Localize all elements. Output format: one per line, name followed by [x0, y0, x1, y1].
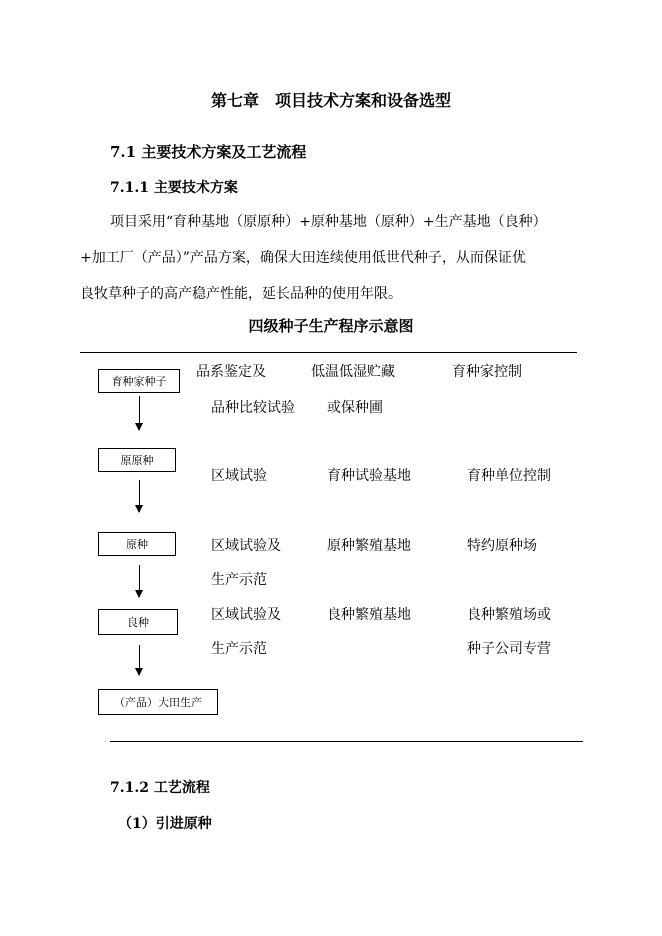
stage-box-field-production: （产品）大田生产: [98, 689, 218, 715]
diagram-bottom-rule: [110, 741, 583, 742]
paragraph-line-2: +加工厂（产品）”产品方案，确保大田连续使用低世代种子，从而保证优: [80, 250, 526, 266]
row1-col2-line2: 或保种圃: [327, 400, 383, 416]
subsection-heading-1: （1）引进原种: [118, 816, 212, 832]
section-heading-7-1: 7.1 主要技术方案及工艺流程: [110, 143, 307, 161]
row4-col2: 良种繁殖基地: [327, 607, 411, 623]
paragraph-line-1: 项目采用“育种基地（原原种）+原种基地（原种）+生产基地（良种）: [110, 214, 547, 230]
diagram-top-rule: [80, 352, 577, 353]
row1-col1-line2: 品种比较试验: [211, 400, 295, 416]
row4-col3-line2: 种子公司专营: [467, 641, 551, 657]
row4-col1-line1: 区域试验及: [211, 607, 281, 623]
row4-col1-line2: 生产示范: [211, 641, 267, 657]
row3-col1-line2: 生产示范: [211, 572, 267, 588]
section-heading-7-1-2: 7.1.2 工艺流程: [110, 780, 210, 796]
stage-box-pre-basic-seed: 原原种: [98, 448, 176, 472]
stage-box-basic-seed: 原种: [98, 532, 176, 556]
down-arrow-icon: [139, 480, 140, 512]
row2-col1: 区域试验: [211, 468, 267, 484]
stage-box-breeder-seed: 育种家种子: [98, 369, 180, 393]
paragraph-line-3: 良牧草种子的高产稳产性能，延长品种的使用年限。: [80, 286, 402, 302]
row3-col3: 特约原种场: [467, 538, 537, 554]
row3-col1-line1: 区域试验及: [211, 538, 281, 554]
row4-col3-line1: 良种繁殖场或: [467, 607, 551, 623]
row1-col2-line1: 低温低湿贮藏: [311, 364, 395, 380]
row1-col1-line1: 品系鉴定及: [196, 364, 266, 380]
chapter-title: 第七章 项目技术方案和设备选型: [210, 91, 451, 110]
section-heading-7-1-1: 7.1.1 主要技术方案: [110, 180, 238, 196]
row2-col3: 育种单位控制: [467, 468, 551, 484]
stage-box-certified-seed: 良种: [98, 609, 178, 635]
row1-col3: 育种家控制: [452, 364, 522, 380]
row3-col2: 原种繁殖基地: [327, 538, 411, 554]
diagram-title: 四级种子生产程序示意图: [248, 317, 414, 335]
down-arrow-icon: [139, 396, 140, 430]
row2-col2: 育种试验基地: [327, 468, 411, 484]
down-arrow-icon: [139, 565, 140, 597]
down-arrow-icon: [139, 645, 140, 675]
